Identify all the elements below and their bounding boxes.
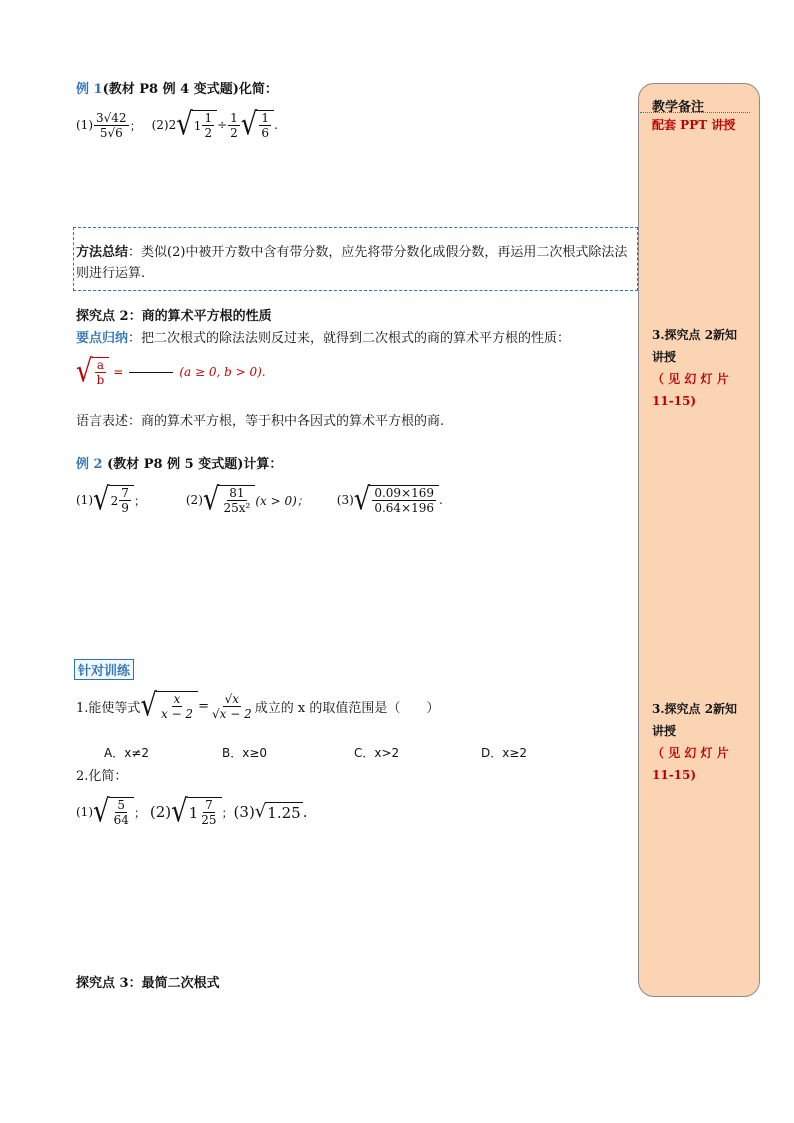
practice-q2-expressions: (1) √ $\frac{5}{64}$ ； (2) √ 1 $\frac{7}{25}$ ； (3) √ 1.25 . bbox=[76, 794, 308, 830]
method-summary-text: 方法总结：类似(2)中被开方数中含有带分数，应先将带分数化成假分数，再运用二次根式除法法则进行运算. bbox=[76, 245, 628, 281]
quotient-property-formula: √ $\frac{a}{b}$ = (a ≥ 0, b > 0). bbox=[76, 354, 266, 390]
q1-option-c: C．x>2 bbox=[354, 746, 400, 760]
side-note-1: 3.探究点 2新知 讲授 （ 见 幻 灯 片 11-15) bbox=[652, 328, 738, 408]
q1-option-d: D．x≥2 bbox=[481, 746, 528, 760]
explore2-title: 探究点 2：商的算术平方根的性质 bbox=[76, 309, 272, 324]
q1-option-a: A．x≠2 bbox=[104, 746, 150, 760]
language-statement: 语言表述：商的算术平方根，等于积中各因式的算术平方根的商. bbox=[76, 414, 445, 429]
radical: √ $\frac{a}{b}$ bbox=[76, 357, 109, 387]
ppt-note: 配套 PPT 讲授 bbox=[652, 118, 736, 132]
example1-heading: 例 1(教材 P8 例 4 变式题)化简： bbox=[76, 82, 278, 97]
practice-q1: 1.能使等式 √ $\frac{x}{x - 2}$ = $\frac{√x}{√x - 2}$ 成立的 x 的取值范围是（ ） bbox=[76, 688, 440, 724]
radical: √ 1 $\frac{1}{2}$ bbox=[176, 110, 217, 140]
explore3-title: 探究点 3：最简二次根式 bbox=[76, 976, 220, 991]
key-summary: 要点归纳：把二次根式的除法法则反过来，就得到二次根式的商的算术平方根的性质： bbox=[76, 331, 571, 346]
teaching-notes-header: 教学备注 bbox=[652, 100, 705, 115]
answer-blank bbox=[129, 372, 173, 373]
example2-expressions: (1) √ 2 $\frac{7}{9}$ ； (2) √ $\frac{81}{\text{25x²}}$ (x > 0)； (3) √ $\frac{0.09\times 169}{0.64\times 196}$ . bbox=[76, 482, 443, 518]
practice-q2-title: 2.化简： bbox=[76, 769, 128, 784]
practice-tag: 针对训练 bbox=[74, 659, 134, 680]
side-note-2: 3.探究点 2新知 讲授 （ 见 幻 灯 片 11-15) bbox=[652, 702, 738, 782]
fraction: $\frac{3√42}{5√6}$ bbox=[96, 110, 127, 140]
example1-expressions: (1) $\frac{3√42}{5√6}$ ； (2)2 √ 1 $\frac{1}{2}$ ÷ $\frac{1}{2}$ √ $\frac{1}{6}$ . bbox=[76, 107, 278, 143]
radical: √ $\frac{1}{6}$ bbox=[241, 110, 274, 140]
header-divider bbox=[640, 112, 750, 113]
example2-heading: 例 2 (教材 P8 例 5 变式题)计算： bbox=[76, 457, 283, 472]
q1-option-b: B．x≥0 bbox=[222, 746, 268, 760]
teaching-notes-panel bbox=[638, 83, 760, 997]
